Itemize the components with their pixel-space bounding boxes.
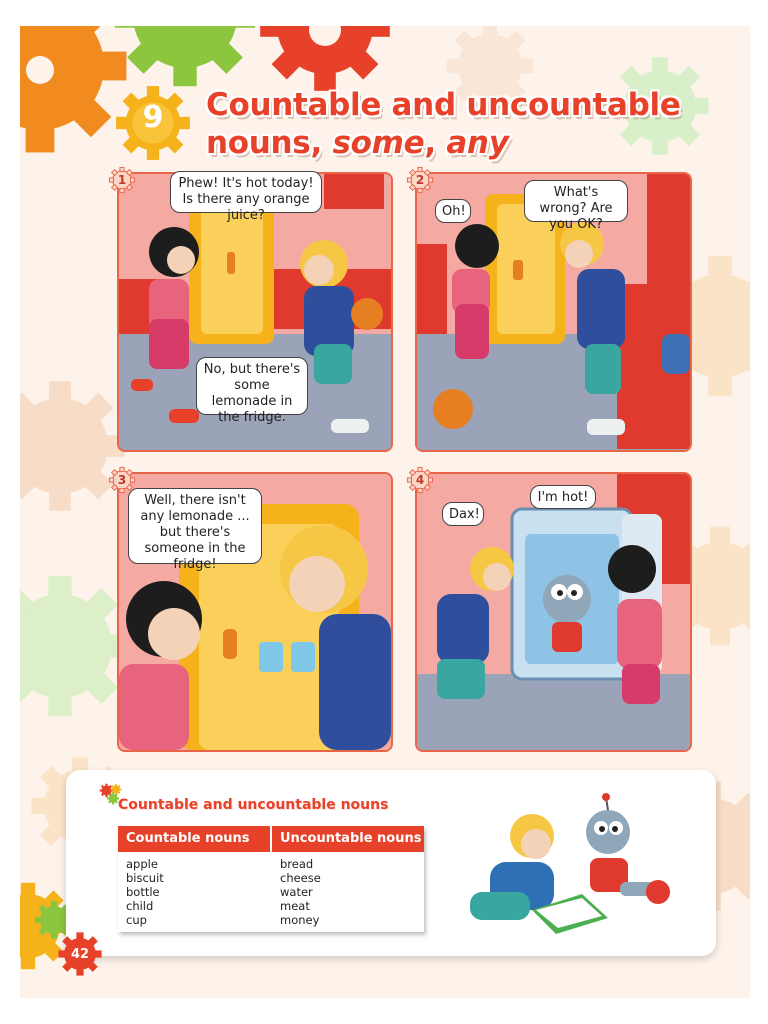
speech-bubble: I'm hot! xyxy=(530,485,596,509)
list-item: money xyxy=(280,913,320,927)
list-item: cheese xyxy=(280,871,321,885)
table-header-countable: Countable nouns xyxy=(118,826,270,852)
uncountable-list xyxy=(280,857,321,927)
panel-3-number: 3 xyxy=(117,473,127,487)
speech-bubble: No, but there's some lemonade in the fridge. xyxy=(196,357,308,415)
panel-4-number: 4 xyxy=(415,473,425,487)
countable-list xyxy=(126,857,164,927)
title-line-2: nouns, some, any xyxy=(206,125,509,161)
nouns-table xyxy=(118,826,424,932)
boy-robot-reading-illustration xyxy=(470,792,670,942)
grammar-box-title: Countable and uncountable nouns xyxy=(118,797,389,813)
list-item: bread xyxy=(280,857,314,871)
unit-number: 9 xyxy=(142,100,164,135)
list-item: biscuit xyxy=(126,871,164,885)
list-item: child xyxy=(126,899,154,913)
speech-bubble: Well, there isn't any lemonade ... but there's someone in the fridge! xyxy=(128,488,262,564)
title-line-1: Countable and uncountable xyxy=(206,87,681,123)
table-header-uncountable: Uncountable nouns xyxy=(272,826,424,852)
list-item: bottle xyxy=(126,885,160,899)
list-item: apple xyxy=(126,857,158,871)
speech-bubble: What's wrong? Are you OK? xyxy=(524,180,628,222)
bg-gear-icon xyxy=(20,576,130,716)
speech-bubble: Dax! xyxy=(442,502,484,526)
list-item: cup xyxy=(126,913,147,927)
panel-1-number: 1 xyxy=(117,173,127,187)
page-title xyxy=(206,86,681,162)
panel-2-number: 2 xyxy=(415,173,425,187)
orange-gear-icon xyxy=(20,26,126,152)
speech-bubble: Oh! xyxy=(435,199,471,223)
page-number: 42 xyxy=(70,947,90,962)
speech-bubble: Phew! It's hot today! Is there any orange juice? xyxy=(170,171,322,213)
green-gear-icon xyxy=(115,26,255,86)
list-item: meat xyxy=(280,899,310,913)
list-item: water xyxy=(280,885,313,899)
